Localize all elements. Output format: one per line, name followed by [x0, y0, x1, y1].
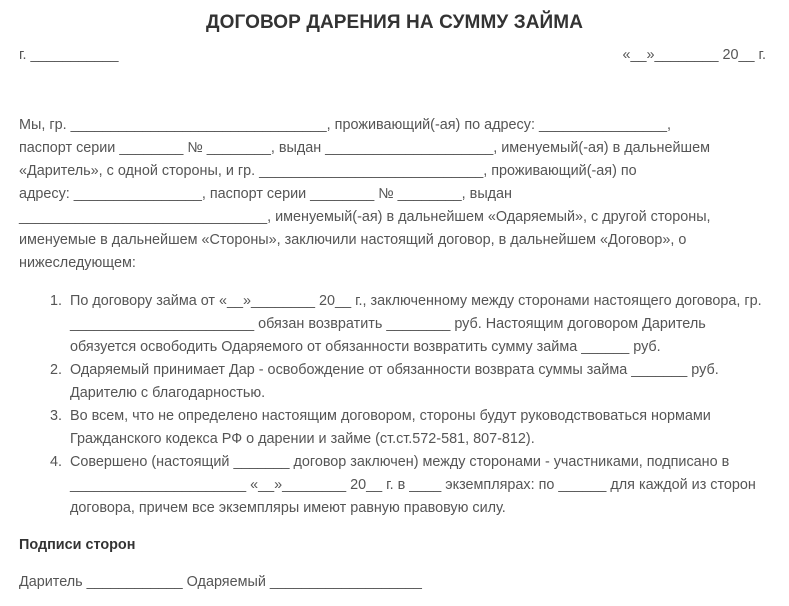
clause-line: обязуется освободить Одаряемого от обязанности возвратить сумму займа ______ руб. [70, 339, 661, 355]
clause-line: Гражданского кодекса РФ о дарении и займе (ст.ст.572-581, 807-812). [70, 431, 535, 447]
clause-line: По договору займа от «__»________ 20__ г., заключенному между сторонами настоящего договора, гр. [70, 293, 762, 309]
preamble-line: _______________________________, именуемый(-ая) в дальнейшем «Одаряемый», с другой стороны, [19, 209, 711, 225]
preamble-line: нижеследующем: [19, 255, 136, 271]
clause-line: Одаряемый принимает Дар - освобождение от обязанности возврата суммы займа _______ руб. [70, 362, 719, 378]
preamble-line: Мы, гр. ________________________________, проживающий(-ая) по адресу: ________________, [19, 117, 671, 133]
clause-line: Совершено (настоящий _______ договор заключен) между сторонами - участниками, подписано в [70, 454, 730, 470]
clause-number: 4. [50, 454, 63, 470]
clause-number: 2. [50, 362, 63, 378]
clause-number: 3. [50, 408, 63, 424]
city-line: г. ___________ [19, 47, 119, 63]
preamble-line: именуемые в дальнейшем «Стороны», заключили настоящий договор, в дальнейшем «Договор», о [19, 232, 687, 248]
preamble-line: «Даритель», с одной стороны, и гр. ____________________________, проживающий(-ая) по [19, 163, 637, 179]
document-title: ДОГОВОР ДАРЕНИЯ НА СУММУ ЗАЙМА [205, 12, 584, 33]
clause-line: ______________________ «__»________ 20__ г. в ____ экземплярах: по ______ для каждой из сторон [70, 477, 756, 493]
preamble-line: адресу: ________________, паспорт серии ________ № ________, выдан [19, 186, 513, 202]
signatures-line: Даритель ____________ Одаряемый ___________________ [19, 574, 422, 590]
preamble-line: паспорт серии ________ № ________, выдан _____________________, именуемый(-ая) в дальнейшем [19, 140, 710, 156]
clause-line: договора, причем все экземпляры имеют равную правовую силу. [70, 500, 506, 516]
date-line: «__»________ 20__ г. [622, 47, 766, 63]
signatures-title: Подписи сторон [19, 537, 136, 553]
clause-line: Дарителю с благодарностью. [70, 385, 266, 401]
clause-number: 1. [50, 293, 63, 309]
clause-line: _______________________ обязан возвратить ________ руб. Настоящим договором Даритель [70, 316, 706, 332]
clause-line: Во всем, что не определено настоящим договором, стороны будут руководствоваться нормами [70, 408, 711, 424]
